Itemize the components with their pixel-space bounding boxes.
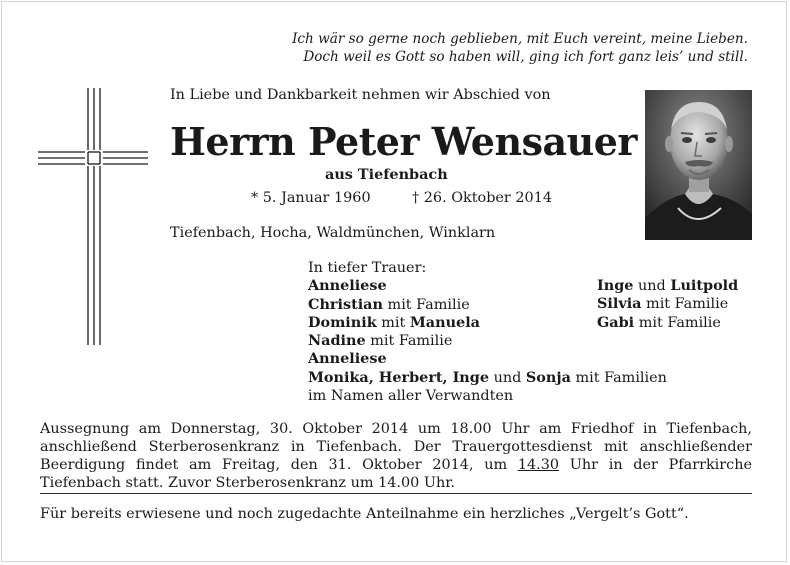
mourner-line: Dominik mit Manuela <box>308 313 480 331</box>
mourner-line: Christian mit Familie <box>308 295 470 313</box>
divider <box>40 493 752 494</box>
motto-verse <box>292 30 748 66</box>
mourner-line: Gabi mit Familie <box>597 313 721 331</box>
mourner-line: Inge und Luitpold <box>597 277 739 294</box>
mourner-line: Nadine mit Familie <box>308 332 453 350</box>
intro-text: In Liebe und Dankbarkeit nehmen wir Abschied von <box>170 87 551 103</box>
mourner-line: Anneliese <box>308 277 387 295</box>
cross-icon <box>38 88 148 345</box>
mourner-line: im Namen aller Verwandten <box>308 388 514 405</box>
birth-date: * 5. Januar 1960 <box>251 190 371 206</box>
motto-line-2: Doch weil es Gott so haben will, ging ich fort ganz leis’ und still. <box>303 49 748 65</box>
mourner-line: Monika, Herbert, Inge und Sonja mit Familien <box>308 368 667 386</box>
places-list: Tiefenbach, Hocha, Waldmünchen, Winklarn <box>170 225 496 241</box>
mourner-line: Silvia mit Familie <box>597 295 729 313</box>
deceased-name: Herrn Peter Wensauer <box>170 119 637 164</box>
thanks-text: Für bereits erwiesene und noch zugedachte Anteilnahme ein herzliches „Vergelt’s Gott“. <box>40 506 689 522</box>
portrait-photo <box>645 90 752 240</box>
deceased-origin: aus Tiefenbach <box>325 166 448 183</box>
mourners-right <box>597 277 738 332</box>
death-date: † 26. Oktober 2014 <box>412 190 552 206</box>
service-time: 14.30 <box>517 457 560 473</box>
mourner-line: Anneliese <box>308 350 387 368</box>
motto-line-1: Ich wär so gerne noch geblieben, mit Euch vereint, meine Lieben. <box>292 31 748 47</box>
service-details: Aussegnung am Donnerstag, 30. Oktober 2014 um 18.00 Uhr am Friedhof in Tiefenbach, anschließend Sterberosenkranz in Tiefenbach. Der Trauergottesdienst mit anschließender Beerdigung findet am Freitag, den 31. Oktober 2014, um 14.30 Uhr in der Pfarrkirche Tiefenbach statt. Zuvor Sterberosenkranz um 14.00 Uhr. <box>40 421 753 491</box>
mourners-heading: In tiefer Trauer: <box>308 260 427 276</box>
